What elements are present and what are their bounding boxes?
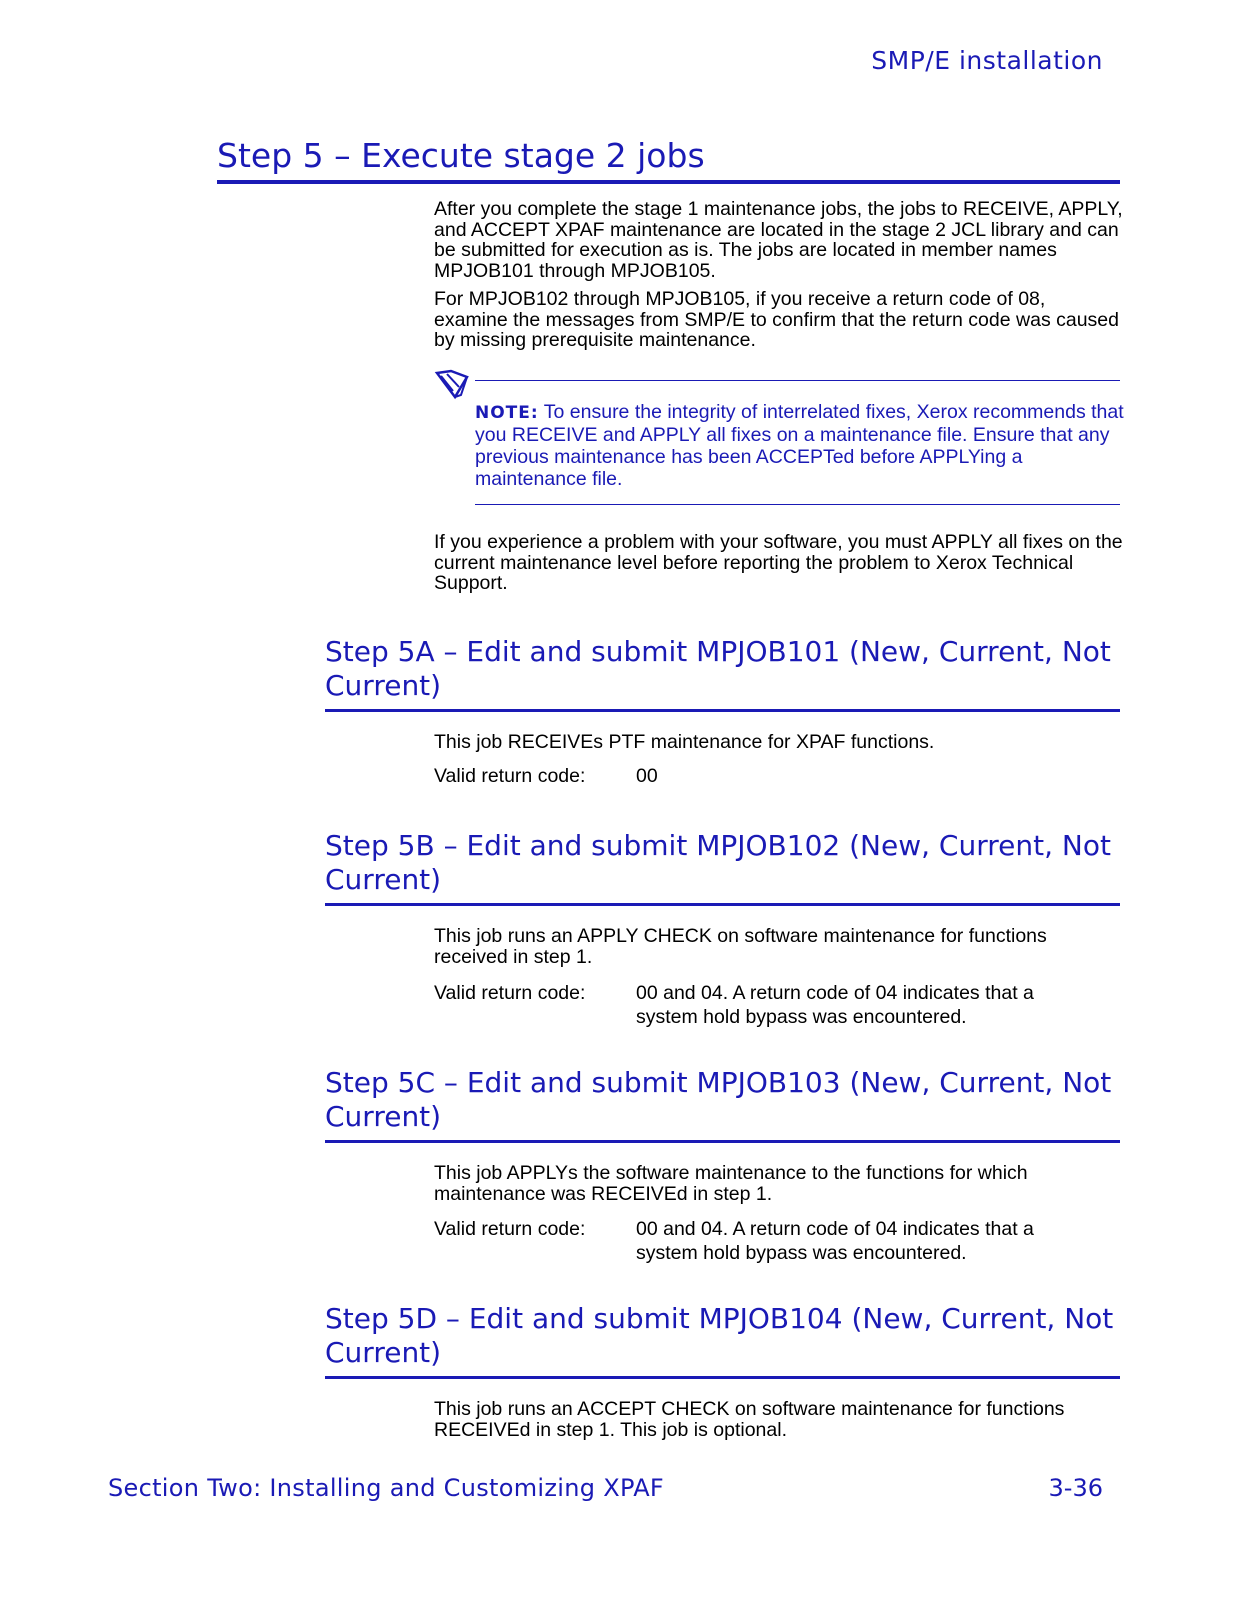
running-header: SMP/E installation: [871, 46, 1103, 75]
support-paragraph: If you experience a problem with your software, you must APPLY all fixes on the current maintenance level before reporting the problem to Xerox Technical Support.: [434, 531, 1123, 594]
step-description: This job runs an ACCEPT CHECK on software maintenance for functions RECEIVEd in step 1. This job is optional.: [434, 1398, 1065, 1441]
note-bottom-rule: [475, 504, 1120, 505]
note-icon: [433, 367, 471, 401]
footer-section: Section Two: Installing and Customizing XPAF: [108, 1474, 665, 1502]
page-title: Step 5 – Execute stage 2 jobs: [217, 136, 1120, 184]
step-description: This job RECEIVEs PTF maintenance for XPAF functions.: [434, 731, 935, 753]
intro-paragraph: After you complete the stage 1 maintenance jobs, the jobs to RECEIVE, APPLY, and ACCEPT XPAF maintenance are located in the stage 2 JCL library and can be submitted for execution as is. The jobs are located in member names MPJOB101 through MPJOB105.: [434, 198, 1123, 282]
step-heading: Step 5C – Edit and submit MPJOB103 (New, Current, Not Current): [325, 1066, 1120, 1143]
return-code-label: Valid return code:: [434, 1218, 586, 1240]
note-box: [475, 401, 1125, 490]
note-label: NOTE:: [475, 403, 539, 423]
return-code-value: 00 and 04. A return code of 04 indicates that a system hold bypass was encountered.: [636, 1218, 1034, 1264]
step-description: This job runs an APPLY CHECK on software maintenance for functions received in step 1.: [434, 925, 1047, 968]
return-code-value: 00: [636, 765, 658, 787]
intro-paragraph: For MPJOB102 through MPJOB105, if you receive a return code of 08, examine the messages from SMP/E to confirm that the return code was caused by missing prerequisite maintenance.: [434, 288, 1119, 351]
return-code-label: Valid return code:: [434, 982, 586, 1004]
step-heading: Step 5D – Edit and submit MPJOB104 (New, Current, Not Current): [325, 1302, 1120, 1379]
note-text: To ensure the integrity of interrelated fixes, Xerox recommends that you RECEIVE and APPLY all fixes on a maintenance file. Ensure that any previous maintenance has been ACCEPTed before APPLYing a maintenance file.: [475, 401, 1124, 490]
step-description: This job APPLYs the software maintenance to the functions for which maintenance was RECEIVEd in step 1.: [434, 1162, 1028, 1205]
return-code-label: Valid return code:: [434, 765, 586, 787]
footer-page-number: 3-36: [1048, 1474, 1103, 1502]
note-top-rule: [475, 380, 1120, 381]
step-heading: Step 5B – Edit and submit MPJOB102 (New, Current, Not Current): [325, 829, 1120, 906]
step-heading: Step 5A – Edit and submit MPJOB101 (New, Current, Not Current): [325, 635, 1120, 712]
return-code-value: 00 and 04. A return code of 04 indicates that a system hold bypass was encountered.: [636, 982, 1034, 1028]
